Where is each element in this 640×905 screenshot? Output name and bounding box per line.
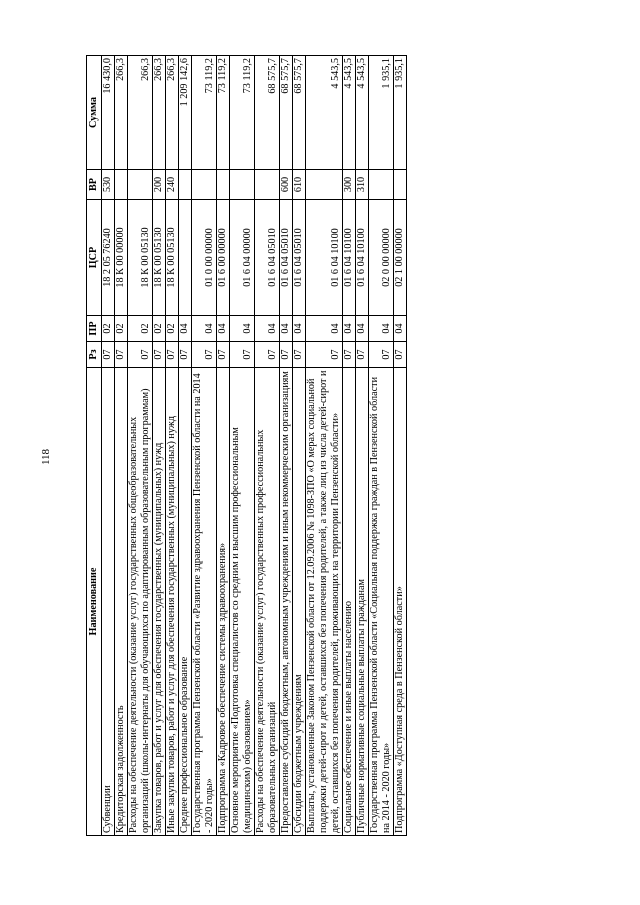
table-row [394, 56, 407, 836]
table-row [153, 56, 166, 836]
cell-pr: 04 [280, 316, 293, 342]
cell-pr: 04 [255, 316, 280, 342]
cell-rz: 07 [356, 342, 369, 368]
table-row [356, 56, 369, 836]
cell-rz: 07 [230, 342, 255, 368]
cell-rz: 07 [306, 342, 343, 368]
cell-rz: 07 [394, 342, 407, 368]
cell-sum: 4 543,5 [343, 56, 356, 170]
cell-sum: 266,3 [166, 56, 179, 170]
cell-pr: 04 [179, 316, 192, 342]
cell-name: Подпрограмма «Кадровое обеспечение системы здравоохранения» [217, 368, 230, 836]
cell-csr: 18 К 00 05130 [128, 200, 153, 316]
table-row [369, 56, 394, 836]
cell-sum: 73 119,2 [230, 56, 255, 170]
cell-csr: 02 1 00 00000 [394, 200, 407, 316]
cell-rz: 07 [369, 342, 394, 368]
header-row [87, 56, 102, 836]
cell-name: Иные закупки товаров, работ и услуг для обеспечения государственных (муниципальных) нужд [166, 368, 179, 836]
cell-csr: 01 0 00 00000 [192, 200, 217, 316]
cell-name: Кредиторская задолженность [115, 368, 128, 836]
cell-name: Государственная программа Пензенской области «Развитие здравоохранения Пензенской области на 2014 - 2020 годы» [192, 368, 217, 836]
cell-vr [115, 170, 128, 200]
cell-vr: 610 [293, 170, 306, 200]
cell-name: Социальное обеспечение и иные выплаты населению [343, 368, 356, 836]
cell-rz: 07 [343, 342, 356, 368]
cell-vr: 530 [102, 170, 115, 200]
cell-name: Закупка товаров, работ и услуг для обеспечения государственных (муниципальных) нужд [153, 368, 166, 836]
cell-pr: 02 [115, 316, 128, 342]
cell-pr: 02 [102, 316, 115, 342]
cell-sum: 266,3 [153, 56, 166, 170]
cell-pr: 04 [369, 316, 394, 342]
table-row [255, 56, 280, 836]
cell-csr: 01 6 04 05010 [280, 200, 293, 316]
cell-vr [179, 170, 192, 200]
table-row [102, 56, 115, 836]
cell-sum: 68 575,7 [255, 56, 280, 170]
cell-vr [306, 170, 343, 200]
cell-csr: 01 6 04 00000 [230, 200, 255, 316]
cell-pr: 04 [217, 316, 230, 342]
cell-sum: 1 935,1 [394, 56, 407, 170]
cell-name: Государственная программа Пензенской области «Социальная поддержка граждан в Пензенской области на 2014 - 2020 годы» [369, 368, 394, 836]
cell-csr: 18 К 00 00000 [115, 200, 128, 316]
cell-name: Выплаты, установленные Законом Пензенской области от 12.09.2006 № 1098-ЗПО «О мерах социальной поддержки детей-сирот и детей, оставшихся без попечения родителей, а также лиц из числа детей-сирот и детей, оставшихся без попечения родителей, проживающих на территории Пензенской области» [306, 368, 343, 836]
cell-name: Расходы на обеспечение деятельности (оказание услуг) государственных профессиональных образовательных организаций [255, 368, 280, 836]
cell-pr: 02 [153, 316, 166, 342]
rotated-page [40, 56, 544, 836]
table-row [166, 56, 179, 836]
cell-pr: 02 [128, 316, 153, 342]
cell-sum: 73 119,2 [217, 56, 230, 170]
cell-csr: 01 6 04 10100 [343, 200, 356, 316]
cell-vr [230, 170, 255, 200]
cell-name: Предоставление субсидий бюджетным, автономным учреждениям и иным некоммерческим организациям [280, 368, 293, 836]
cell-rz: 07 [115, 342, 128, 368]
cell-rz: 07 [153, 342, 166, 368]
cell-rz: 07 [128, 342, 153, 368]
table-row [230, 56, 255, 836]
cell-pr: 04 [192, 316, 217, 342]
cell-vr [217, 170, 230, 200]
table-row [192, 56, 217, 836]
table-body [102, 56, 407, 836]
cell-vr [192, 170, 217, 200]
cell-pr: 04 [230, 316, 255, 342]
cell-vr: 310 [356, 170, 369, 200]
cell-pr: 04 [343, 316, 356, 342]
cell-rz: 07 [280, 342, 293, 368]
cell-name: Подпрограмма «Доступная среда в Пензенской области» [394, 368, 407, 836]
cell-rz: 07 [179, 342, 192, 368]
cell-pr: 04 [293, 316, 306, 342]
cell-rz: 07 [192, 342, 217, 368]
header-name: Наименование [87, 368, 102, 836]
table-row [179, 56, 192, 836]
cell-sum: 68 575,7 [280, 56, 293, 170]
table-row [128, 56, 153, 836]
cell-vr [128, 170, 153, 200]
cell-name: Субвенции [102, 368, 115, 836]
cell-rz: 07 [293, 342, 306, 368]
header-rz: Рз [87, 342, 102, 368]
cell-sum: 73 119,2 [192, 56, 217, 170]
table-row [115, 56, 128, 836]
cell-name: Среднее профессиональное образование [179, 368, 192, 836]
cell-sum: 4 543,5 [356, 56, 369, 170]
cell-name: Расходы на обеспечение деятельности (оказание услуг) государственных общеобразовательных организаций (школы-интернаты для обучающихся по адаптированным образовательным программам) [128, 368, 153, 836]
cell-vr [369, 170, 394, 200]
cell-pr: 04 [306, 316, 343, 342]
cell-csr: 01 6 00 00000 [217, 200, 230, 316]
header-csr: ЦСР [87, 200, 102, 316]
header-sum: Сумма [87, 56, 102, 170]
cell-name: Основное мероприятие «Подготовка специалистов со средним и высшим профессиональным (медицинским) образованием» [230, 368, 255, 836]
cell-vr: 240 [166, 170, 179, 200]
cell-sum: 266,3 [128, 56, 153, 170]
cell-vr: 300 [343, 170, 356, 200]
cell-sum: 266,3 [115, 56, 128, 170]
cell-csr: 18 К 00 05130 [153, 200, 166, 316]
cell-vr [255, 170, 280, 200]
table-row [293, 56, 306, 836]
cell-pr: 02 [166, 316, 179, 342]
cell-vr: 200 [153, 170, 166, 200]
cell-vr [394, 170, 407, 200]
table-row [217, 56, 230, 836]
cell-pr: 04 [356, 316, 369, 342]
cell-sum: 1 209 142,6 [179, 56, 192, 170]
cell-pr: 04 [394, 316, 407, 342]
cell-sum: 16 430,0 [102, 56, 115, 170]
cell-csr: 02 0 00 00000 [369, 200, 394, 316]
cell-sum: 4 543,5 [306, 56, 343, 170]
cell-csr: 01 6 04 05010 [293, 200, 306, 316]
cell-csr: 18 2 05 76240 [102, 200, 115, 316]
cell-csr [179, 200, 192, 316]
table-row [306, 56, 343, 836]
header-vr: ВР [87, 170, 102, 200]
cell-rz: 07 [166, 342, 179, 368]
page-number: 118 [40, 448, 52, 466]
cell-csr: 01 6 04 05010 [255, 200, 280, 316]
cell-sum: 68 575,7 [293, 56, 306, 170]
table-row [343, 56, 356, 836]
cell-csr: 01 6 04 10100 [306, 200, 343, 316]
cell-csr: 01 6 04 10100 [356, 200, 369, 316]
cell-csr: 18 К 00 05130 [166, 200, 179, 316]
table-row [280, 56, 293, 836]
cell-name: Субсидии бюджетным учреждениям [293, 368, 306, 836]
cell-vr: 600 [280, 170, 293, 200]
cell-name: Публичные нормативные социальные выплаты гражданам [356, 368, 369, 836]
budget-table [86, 55, 407, 836]
cell-rz: 07 [217, 342, 230, 368]
cell-rz: 07 [255, 342, 280, 368]
cell-sum: 1 935,1 [369, 56, 394, 170]
cell-rz: 07 [102, 342, 115, 368]
header-pr: ПР [87, 316, 102, 342]
